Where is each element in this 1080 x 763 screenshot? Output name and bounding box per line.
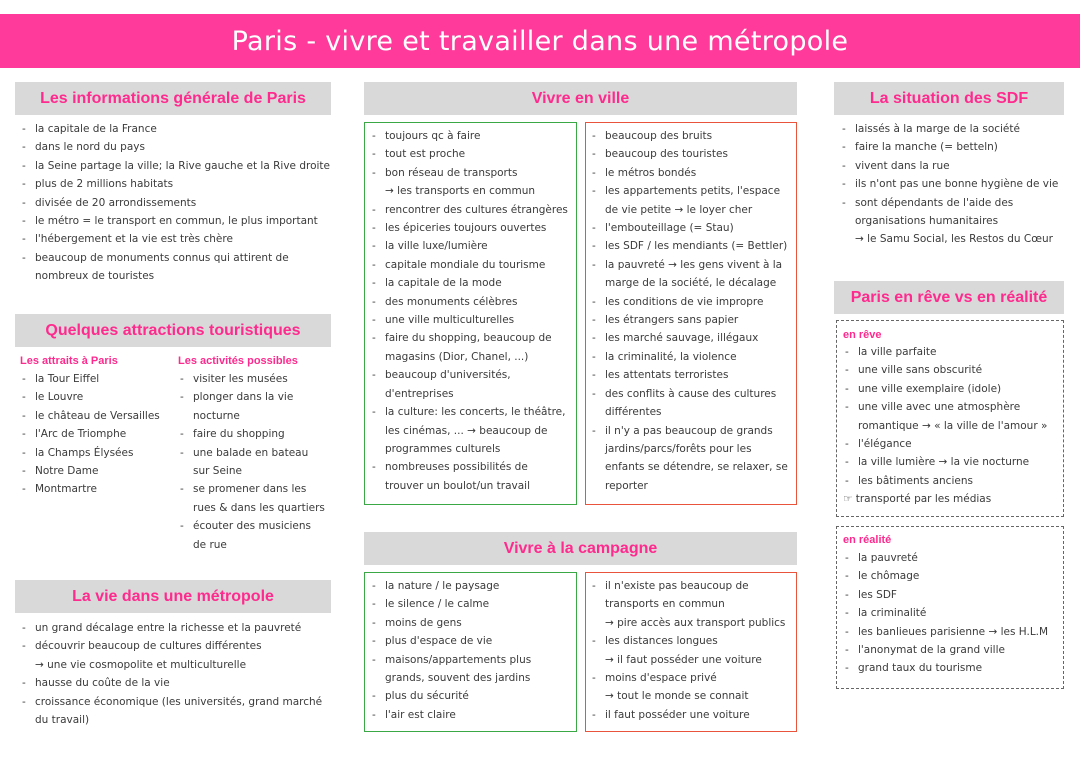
list-item: - plus de 2 millions habitats xyxy=(20,175,335,193)
list-item: - beaucoup des bruits xyxy=(590,127,795,145)
ville-pros-list xyxy=(370,127,575,495)
list-item: - la capitale de la France xyxy=(20,120,335,138)
list-item: - la capitale de la mode xyxy=(370,274,575,292)
campagne-pros-list xyxy=(370,577,575,724)
list-item: - la ville parfaite xyxy=(843,343,1065,361)
list-item: - moins d'espace privé xyxy=(590,669,795,687)
list-item: - se promener dans les xyxy=(178,480,333,498)
attraits-list xyxy=(20,370,170,499)
list-item: sur Seine xyxy=(193,465,242,478)
list-item: - une balade en bateau xyxy=(178,444,333,462)
activites-list xyxy=(178,370,333,554)
list-item: enfants se détendre, se relaxer, se xyxy=(605,461,788,474)
list-item: - les attentats terroristes xyxy=(590,366,795,384)
list-item: - les banlieues parisienne → les H.L.M xyxy=(843,623,1065,641)
list-item: - plus d'espace de vie xyxy=(370,632,575,650)
list-item: - la ville luxe/lumière xyxy=(370,237,575,255)
list-item: - beaucoup des touristes xyxy=(590,145,795,163)
list-item: - les distances longues xyxy=(590,632,795,650)
list-item: → le Samu Social, les Restos du Cœur xyxy=(855,233,1053,246)
list-item: - Notre Dame xyxy=(20,462,170,480)
list-item: - il faut posséder une voiture xyxy=(590,706,795,724)
list-item: - la ville lumière → la vie nocturne xyxy=(843,453,1065,471)
list-item: trouver un boulot/un travail xyxy=(385,479,530,492)
info-list xyxy=(20,120,335,286)
list-item: transports en commun xyxy=(605,598,725,611)
list-item: - divisée de 20 arrondissements xyxy=(20,194,335,212)
list-item: ☞ transporté par les médias xyxy=(843,493,992,506)
campagne-cons-list xyxy=(590,577,795,724)
list-item: - tout est proche xyxy=(370,145,575,163)
list-item: - plus du sécurité xyxy=(370,687,575,705)
list-item: - les SDF xyxy=(843,586,1065,604)
list-item: différentes xyxy=(605,406,662,419)
list-item: → les transports en commun xyxy=(385,185,536,198)
list-item: marge de la société, le décalage xyxy=(605,277,777,290)
list-item: - ils n'ont pas une bonne hygiène de vie xyxy=(840,175,1070,193)
ville-cons-list xyxy=(590,127,795,495)
attraits-title: Les attraits à Paris xyxy=(20,355,118,367)
list-item: - faire du shopping, beaucoup de xyxy=(370,329,575,347)
list-item: - Montmartre xyxy=(20,480,170,498)
list-item: - une ville sans obscurité xyxy=(843,361,1065,379)
list-item: - toujours qc à faire xyxy=(370,127,575,145)
list-item: - la Seine partage la ville; la Rive gauche et la Rive droite xyxy=(20,157,335,175)
list-item: - bon réseau de transports xyxy=(370,164,575,182)
list-item: → pire accès aux transport publics xyxy=(605,616,786,629)
list-item: - l'Arc de Triomphe xyxy=(20,425,170,443)
list-item: - écouter des musiciens xyxy=(178,517,333,535)
list-item: - la Tour Eiffel xyxy=(20,370,170,388)
list-item: du travail) xyxy=(35,714,90,727)
list-item: - le Louvre xyxy=(20,388,170,406)
page-title: Paris - vivre et travailler dans une métropole xyxy=(231,25,849,57)
list-item: - plonger dans la vie xyxy=(178,388,333,406)
metropole-header: La vie dans une métropole xyxy=(15,580,331,613)
list-item: - les marché sauvage, illégaux xyxy=(590,329,795,347)
sdf-list xyxy=(840,120,1070,249)
list-item: - faire la manche (= betteln) xyxy=(840,138,1070,156)
list-item: - la nature / le paysage xyxy=(370,577,575,595)
list-item: - la criminalité xyxy=(843,604,1065,622)
list-item: - les bâtiments anciens xyxy=(843,472,1065,490)
realite-list xyxy=(843,549,1065,678)
list-item: - il n'y a pas beaucoup de grands xyxy=(590,422,795,440)
realite-title: en réalité xyxy=(843,534,892,546)
reve-title: en rêve xyxy=(843,329,882,341)
list-item: - des monuments célèbres xyxy=(370,293,575,311)
list-item: - capitale mondiale du tourisme xyxy=(370,256,575,274)
list-item: - un grand décalage entre la richesse et la pauvreté xyxy=(20,619,335,637)
list-item: - rencontrer des cultures étrangères xyxy=(370,201,575,219)
list-item: - la Champs Élysées xyxy=(20,444,170,462)
list-item: magasins (Dior, Chanel, ...) xyxy=(385,350,529,363)
list-item: - vivent dans la rue xyxy=(840,157,1070,175)
list-item: - dans le nord du pays xyxy=(20,138,335,156)
list-item: - visiter les musées xyxy=(178,370,333,388)
list-item: - les épiceries toujours ouvertes xyxy=(370,219,575,237)
reve-list xyxy=(843,343,1065,509)
list-item: - maisons/appartements plus xyxy=(370,651,575,669)
list-item: - une ville multiculturelles xyxy=(370,311,575,329)
reve-header: Paris en rêve vs en réalité xyxy=(834,281,1064,314)
list-item: - les conditions de vie impropre xyxy=(590,293,795,311)
list-item: - la pauvreté xyxy=(843,549,1065,567)
list-item: - nombreuses possibilités de xyxy=(370,458,575,476)
ville-header: Vivre en ville xyxy=(364,82,797,115)
metropole-list xyxy=(20,619,335,729)
list-item: rues & dans les quartiers xyxy=(193,501,325,514)
list-item: nocturne xyxy=(193,409,240,422)
list-item: - il n'existe pas beaucoup de xyxy=(590,577,795,595)
list-item: - une ville avec une atmosphère xyxy=(843,398,1065,416)
list-item: jardins/parcs/forêts pour les xyxy=(605,442,752,455)
list-item: → il faut posséder une voiture xyxy=(605,653,762,666)
list-item: - le métros bondés xyxy=(590,164,795,182)
list-item: - le chômage xyxy=(843,567,1065,585)
list-item: - l'élégance xyxy=(843,435,1065,453)
list-item: - l'air est claire xyxy=(370,706,575,724)
list-item: - les appartements petits, l'espace xyxy=(590,182,795,200)
list-item: - laissés à la marge de la société xyxy=(840,120,1070,138)
list-item: - découvrir beaucoup de cultures différentes xyxy=(20,637,335,655)
list-item: → tout le monde se connait xyxy=(605,690,749,703)
list-item: - l'embouteillage (= Stau) xyxy=(590,219,795,237)
list-item: d'entreprises xyxy=(385,387,454,400)
list-item: - grand taux du tourisme xyxy=(843,659,1065,677)
list-item: - l'anonymat de la grand ville xyxy=(843,641,1065,659)
list-item: → une vie cosmopolite et multiculturelle xyxy=(35,658,247,671)
list-item: - le métro = le transport en commun, le plus important xyxy=(20,212,335,230)
list-item: - une ville exemplaire (idole) xyxy=(843,380,1065,398)
list-item: - la culture: les concerts, le théâtre, xyxy=(370,403,575,421)
attractions-header: Quelques attractions touristiques xyxy=(15,314,331,347)
info-header: Les informations générale de Paris xyxy=(15,82,331,115)
activites-title: Les activités possibles xyxy=(178,355,298,367)
list-item: programmes culturels xyxy=(385,442,501,455)
list-item: - les étrangers sans papier xyxy=(590,311,795,329)
list-item: - le silence / le calme xyxy=(370,595,575,613)
list-item: - le château de Versailles xyxy=(20,407,170,425)
list-item: - l'hébergement et la vie est très chère xyxy=(20,230,335,248)
list-item: - des conflits à cause des cultures xyxy=(590,385,795,403)
list-item: de vie petite → le loyer cher xyxy=(605,203,753,216)
list-item: - les SDF / les mendiants (= Bettler) xyxy=(590,237,795,255)
list-item: - croissance économique (les universités, grand marché xyxy=(20,693,335,711)
campagne-header: Vivre à la campagne xyxy=(364,532,797,565)
list-item: les cinémas, ... → beaucoup de xyxy=(385,424,548,437)
list-item: grands, souvent des jardins xyxy=(385,672,531,685)
list-item: - beaucoup d'universités, xyxy=(370,366,575,384)
title-banner xyxy=(0,14,1080,68)
list-item: nombreux de touristes xyxy=(35,270,155,283)
list-item: organisations humanitaires xyxy=(855,215,999,228)
list-item: - la pauvreté → les gens vivent à la xyxy=(590,256,795,274)
list-item: - beaucoup de monuments connus qui attirent de xyxy=(20,249,335,267)
list-item: reporter xyxy=(605,479,648,492)
list-item: - moins de gens xyxy=(370,614,575,632)
list-item: - faire du shopping xyxy=(178,425,333,443)
list-item: - sont dépendants de l'aide des xyxy=(840,194,1070,212)
list-item: romantique → « la ville de l'amour » xyxy=(858,419,1048,432)
list-item: - hausse du coûte de la vie xyxy=(20,674,335,692)
list-item: - la criminalité, la violence xyxy=(590,348,795,366)
sdf-header: La situation des SDF xyxy=(834,82,1064,115)
list-item: de rue xyxy=(193,538,227,551)
